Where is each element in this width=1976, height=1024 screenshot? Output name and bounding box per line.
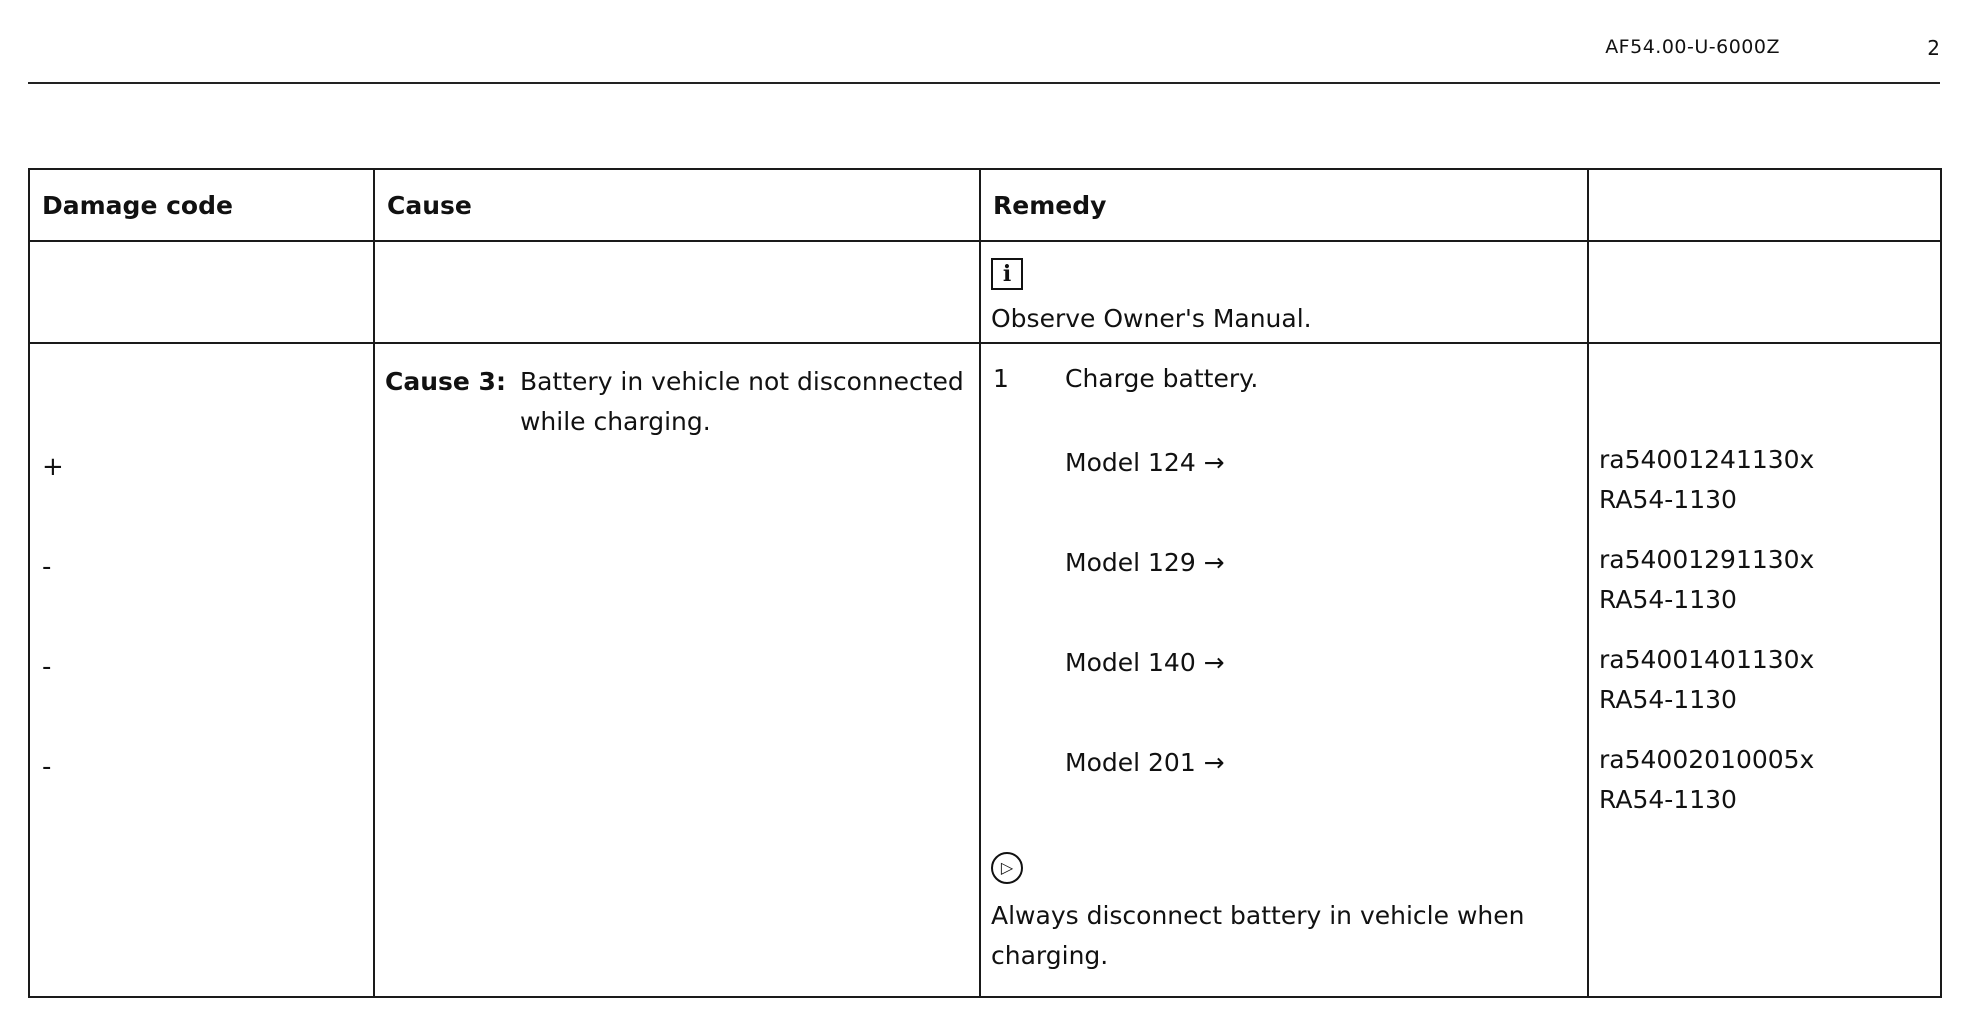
column-header-reference [1588, 169, 1941, 241]
document-code: AF54.00-U-6000Z [1605, 36, 1780, 58]
column-header-damage-code: Damage code [29, 169, 374, 241]
column-header-cause: Cause [374, 169, 980, 241]
reference-block-129 [1599, 540, 1814, 620]
cause-cell [374, 343, 980, 997]
damage-code-minus: - [42, 752, 52, 782]
reference-document: RA54-1130 [1599, 585, 1737, 614]
damage-code-minus: - [42, 552, 52, 582]
table-row-cause-3 [29, 343, 1941, 997]
cause-text: Battery in vehicle not disconnected while charging. [519, 367, 964, 436]
model-reference-129: Model 129 → [1065, 548, 1225, 577]
step-text: Charge battery. [1065, 364, 1259, 393]
reference-block-124 [1599, 440, 1814, 520]
reference-block-140 [1599, 640, 1814, 720]
note-text: Always disconnect battery in vehicle when charging. [991, 901, 1525, 970]
reference-code: ra54002010005x [1599, 745, 1815, 774]
reference-block-201 [1599, 740, 1814, 820]
model-reference-124: Model 124 → [1065, 448, 1225, 477]
column-header-remedy: Remedy [980, 169, 1588, 241]
damage-code-minus: - [42, 652, 52, 682]
model-reference-201: Model 201 → [1065, 748, 1225, 777]
reference-document: RA54-1130 [1599, 785, 1737, 814]
reference-code: ra54001291130x [1599, 545, 1815, 574]
header-divider [28, 82, 1940, 84]
document-header [28, 36, 1940, 84]
table-row-info [29, 241, 1941, 343]
reference-code: ra54001241130x [1599, 445, 1815, 474]
info-text: Observe Owner's Manual. [991, 304, 1312, 333]
table-header-row [29, 169, 1941, 241]
info-row-cause-cell [374, 241, 980, 343]
info-row-remedy-cell [980, 241, 1588, 343]
reference-cell [1588, 343, 1941, 997]
reference-code: ra54001401130x [1599, 645, 1815, 674]
model-reference-140: Model 140 → [1065, 648, 1225, 677]
step-number: 1 [993, 364, 1009, 393]
reference-document: RA54-1130 [1599, 685, 1737, 714]
info-row-reference-cell [1588, 241, 1941, 343]
remedy-table [28, 168, 1942, 998]
page-number: 2 [1927, 36, 1940, 60]
info-icon: i [991, 258, 1023, 290]
remedy-cell [980, 343, 1588, 997]
damage-code-plus: + [42, 452, 64, 482]
damage-code-cell [29, 343, 374, 997]
info-row-damage-cell [29, 241, 374, 343]
cause-label: Cause 3: [385, 367, 506, 396]
reference-document: RA54-1130 [1599, 485, 1737, 514]
environment-note-icon: ▷ [991, 852, 1023, 884]
